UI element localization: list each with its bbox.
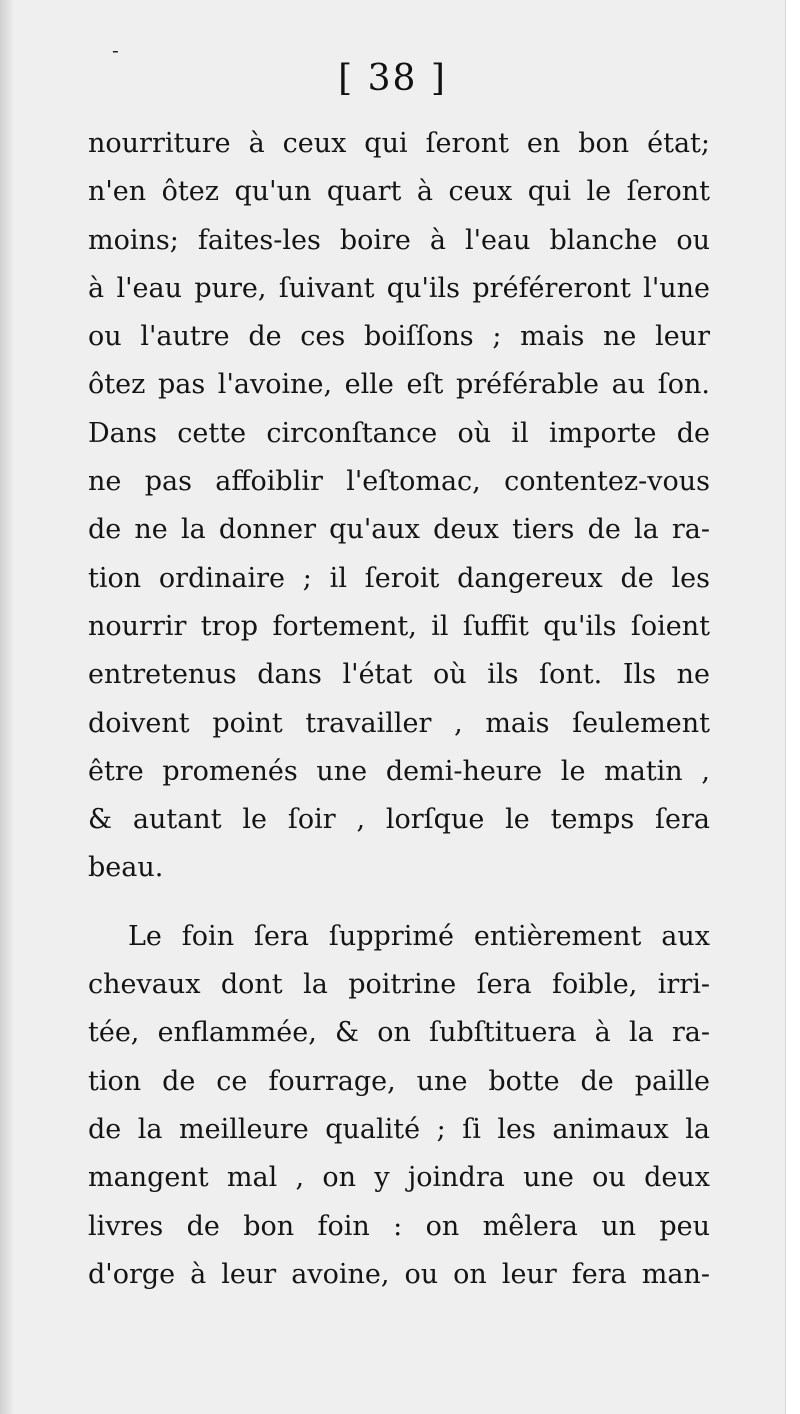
paragraph-gap	[88, 893, 710, 913]
text-line: & autant le ſoir , lorſque le temps ſera	[88, 804, 710, 836]
text-line: ôtez pas l'avoine, elle eſt préférable au ſon.	[88, 369, 710, 401]
text-line: de la meilleure qualité ; ſi les animaux la	[88, 1113, 710, 1145]
text-line: Le foin ſera ſupprimé entièrement aux	[128, 920, 710, 952]
body-text	[88, 120, 710, 1299]
paragraph-1	[88, 120, 710, 893]
text-line: ne pas affoiblir l'eſtomac, contentez-vous	[88, 466, 710, 498]
text-line: être promenés une demi-heure le matin ,	[88, 755, 710, 787]
text-line: nourriture à ceux qui ſeront en bon état;	[88, 128, 710, 159]
paragraph-2	[88, 913, 710, 1299]
text-line: beau.	[88, 852, 164, 884]
text-line: d'orge à leur avoine, ou on leur fera man-	[88, 1258, 710, 1290]
text-line: n'en ôtez qu'un quart à ceux qui le ſeront	[88, 176, 710, 208]
text-line: ou l'autre de ces boiſſons ; mais ne leur	[88, 321, 710, 353]
text-line: doivent point travailler , mais ſeulement	[88, 707, 710, 739]
corner-mark: -	[112, 38, 119, 62]
text-line: à l'eau pure, ſuivant qu'ils préféreront l'une	[88, 272, 710, 304]
text-line: tion de ce fourrage, une botte de paille	[88, 1065, 710, 1097]
text-line: moins; faites-les boire à l'eau blanche ou	[88, 224, 710, 256]
text-line: Dans cette circonſtance où il importe de	[88, 417, 710, 449]
text-line: nourrir trop fortement, il ſuffit qu'ils ſoient	[88, 610, 710, 642]
text-line: tion ordinaire ; il ſeroit dangereux de les	[88, 562, 710, 594]
page-number: [ 38 ]	[338, 58, 447, 99]
text-line: mangent mal , on y joindra une ou deux	[88, 1162, 710, 1194]
text-line: entretenus dans l'état où ils ſont. Ils ne	[88, 659, 710, 691]
text-line: tée, enflammée, & on ſubſtituera à la ra-	[88, 1017, 710, 1049]
text-line: livres de bon foin : on mêlera un peu	[88, 1210, 710, 1242]
text-line: chevaux dont la poitrine ſera foible, irri-	[88, 969, 710, 1001]
text-line: de ne la donner qu'aux deux tiers de la ra-	[88, 514, 710, 546]
